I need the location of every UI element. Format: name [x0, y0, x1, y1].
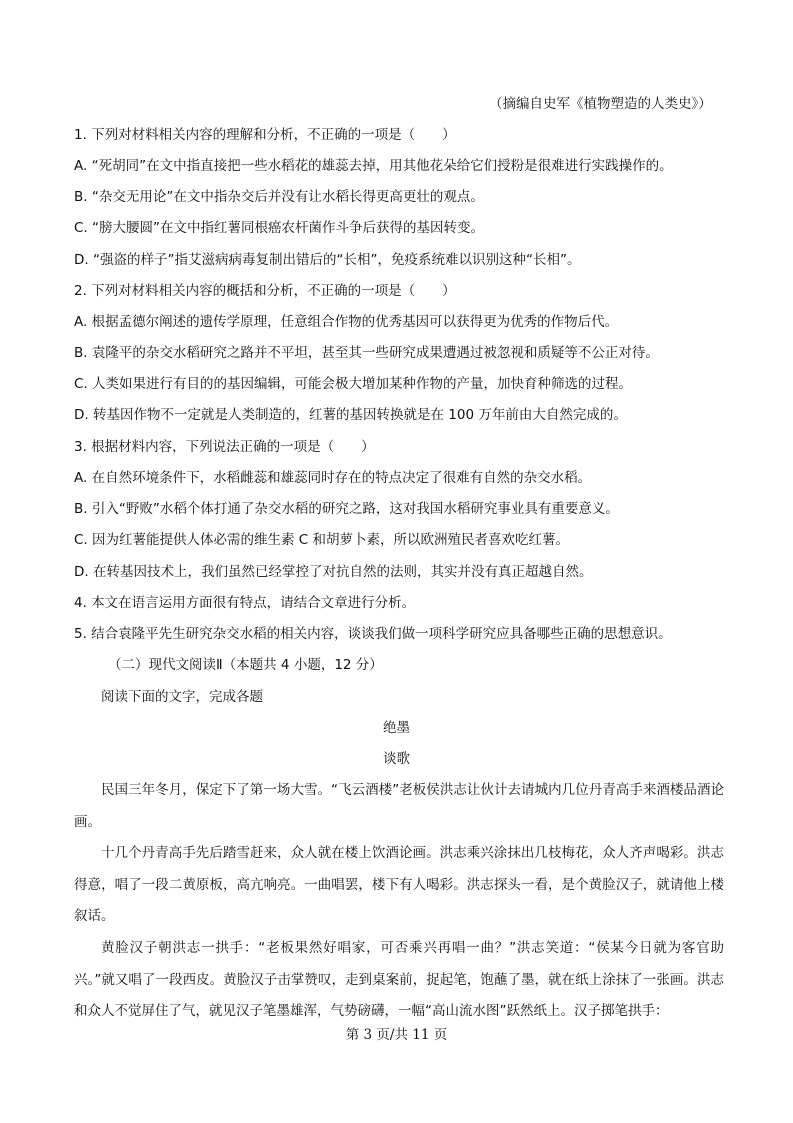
question-3-option-c: C. 因为红薯能提供人体必需的维生素 C 和胡萝卜素，所以欧洲殖民者喜欢吃红薯。: [74, 532, 570, 548]
story-title: 绝墨: [383, 720, 410, 736]
question-3-option-d: D. 在转基因技术上，我们虽然已经掌控了对抗自然的法则，其实并没有真正超越自然。: [74, 564, 593, 580]
story-author: 谈歌: [383, 751, 410, 767]
question-2-option-c: C. 人类如果进行有目的的基因编辑，可能会极大增加某种作物的产量，加快育种筛选的过程。: [74, 376, 633, 392]
question-3-stem: 3. 根据材料内容，下列说法正确的一项是（ ）: [74, 439, 375, 455]
question-2-option-d: D. 转基因作物不一定就是人类制造的，红薯的基因转换就是在 100 万年前由大自然完成的。: [74, 407, 627, 423]
story-paragraph-3: 黄脸汉子朝洪志一拱手：“老板果然好唱家，可否乘兴再唱一曲？”洪志笑道：“侯某今日就为客官助兴。”就又唱了一段西皮。黄脸汉子击掌赞叹，走到桌案前，捉起笔，饱蘸了墨，就在纸上涂抹了一张画。洪志和众人不觉屏住了气，就见汉子笔墨雄浑，气势磅礴，一幅“高山流水图”跃然纸上。汉子掷笔拱手：: [74, 940, 724, 1019]
question-3-option-a: A. 在自然环境条件下，水稻雌蕊和雄蕊同时存在的特点决定了很难有自然的杂交水稻。: [74, 470, 592, 486]
question-1-option-a: A. “死胡同”在文中指直接把一些水稻花的雄蕊去掉，用其他花朵给它们授粉是很难进行实践操作的。: [74, 158, 673, 174]
question-1-option-c: C. “膀大腰圆”在文中指红薯同根癌农杆菌作斗争后获得的基因转变。: [74, 220, 484, 236]
question-2-option-a: A. 根据孟德尔阐述的遗传学原理，任意组合作物的优秀基因可以获得更为优秀的作物后代。: [74, 314, 619, 330]
question-1-option-d: D. “强盗的样子”指艾滋病病毒复制出错后的“长相”，免疫系统难以识别这种“长相”。: [74, 252, 581, 268]
source-citation: （摘编自史军《植物塑造的人类史》）: [489, 96, 712, 112]
question-2-stem: 2. 下列对材料相关内容的概括和分析，不正确的一项是（ ）: [74, 283, 456, 299]
story-paragraph-2: 十几个丹青高手先后踏雪赶来，众人就在楼上饮酒论画。洪志乘兴涂抹出几枝梅花，众人齐声喝彩。洪志得意，唱了一段二黄原板，高亢响亮。一曲唱罢，楼下有人喝彩。洪志探头一看，是个黄脸汉子，就请他上楼叙话。: [74, 845, 724, 924]
question-5: 5. 结合袁隆平先生研究杂交水稻的相关内容，谈谈我们做一项科学研究应具备哪些正确的思想意识。: [74, 626, 672, 642]
question-4: 4. 本文在语言运用方面很有特点，请结合文章进行分析。: [74, 595, 416, 611]
question-1-option-b: B. “杂交无用论”在文中指杂交后并没有让水稻长得更高更壮的观点。: [74, 189, 484, 205]
section-heading: （二）现代文阅读Ⅱ（本题共 4 小题，12 分）: [108, 657, 383, 673]
question-2-option-b: B. 袁隆平的杂交水稻研究之路并不平坦，甚至其一些研究成果遭遇过被忽视和质疑等不公正对待。: [74, 345, 659, 361]
question-3-option-b: B. 引入“野败”水稻个体打通了杂交水稻的研究之路，这对我国水稻研究事业具有重要意义。: [74, 501, 619, 517]
reading-instruction: 阅读下面的文字，完成各题: [101, 689, 263, 705]
story-paragraph-1: 民国三年冬月，保定下了第一场大雪。“飞云酒楼”老板侯洪志让伙计去请城内几位丹青高手来酒楼品酒论画。: [74, 782, 724, 830]
question-1-stem: 1. 下列对材料相关内容的理解和分析，不正确的一项是（ ）: [74, 127, 456, 143]
page-footer: 第 3 页/共 11 页: [345, 1027, 448, 1043]
